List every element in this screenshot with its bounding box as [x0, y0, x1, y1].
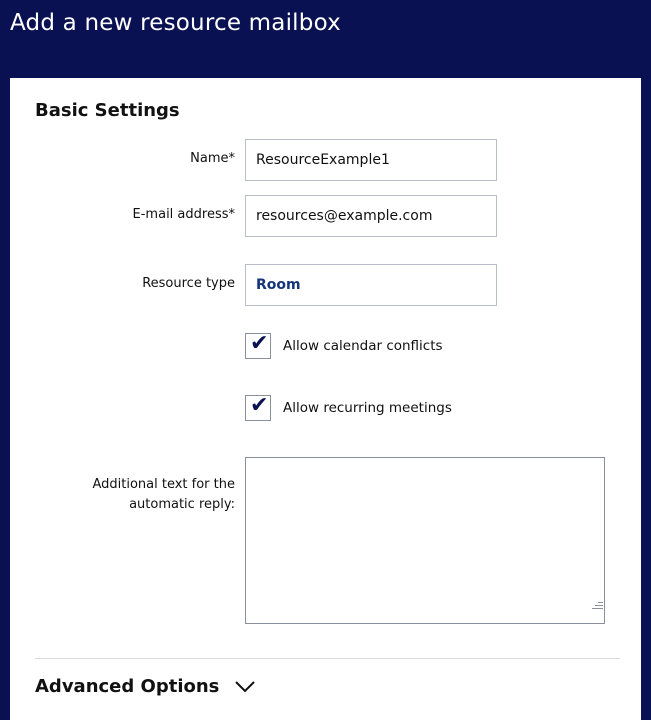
auto-reply-label-line1: Additional text for the [92, 477, 235, 492]
field-row-allow-recurring [10, 389, 641, 447]
resource-type-select[interactable]: Room [245, 264, 497, 306]
field-row-name [10, 133, 641, 189]
dialog-content [10, 78, 641, 720]
allow-calendar-conflicts-label: Allow calendar conflicts [283, 338, 443, 354]
email-label: E-mail address* [132, 207, 235, 222]
field-row-resource-type [10, 258, 641, 327]
check-icon: ✔ [250, 331, 269, 356]
check-icon: ✔ [250, 393, 269, 418]
dialog-titlebar [0, 0, 651, 78]
auto-reply-textarea[interactable] [245, 457, 605, 624]
section-title-basic-settings: Basic Settings [35, 100, 180, 121]
auto-reply-label-line2: automatic reply: [129, 497, 235, 512]
allow-calendar-conflicts-checkbox[interactable] [245, 333, 271, 359]
basic-settings-form [10, 133, 641, 627]
name-input[interactable] [245, 139, 497, 181]
allow-calendar-conflicts-row[interactable] [245, 333, 443, 359]
field-row-email [10, 189, 641, 258]
name-label: Name* [190, 151, 235, 166]
advanced-options-label: Advanced Options [35, 676, 220, 697]
divider [35, 658, 620, 659]
allow-recurring-meetings-checkbox[interactable] [245, 395, 271, 421]
allow-recurring-meetings-row[interactable] [245, 395, 452, 421]
page-title: Add a new resource mailbox [10, 10, 341, 36]
advanced-options-toggle[interactable] [35, 676, 257, 697]
chevron-down-icon[interactable] [233, 679, 257, 695]
field-row-allow-conflicts [10, 327, 641, 389]
resource-type-label: Resource type [142, 276, 235, 291]
field-row-auto-reply [10, 447, 641, 627]
allow-recurring-meetings-label: Allow recurring meetings [283, 400, 452, 416]
email-field[interactable] [245, 195, 497, 237]
